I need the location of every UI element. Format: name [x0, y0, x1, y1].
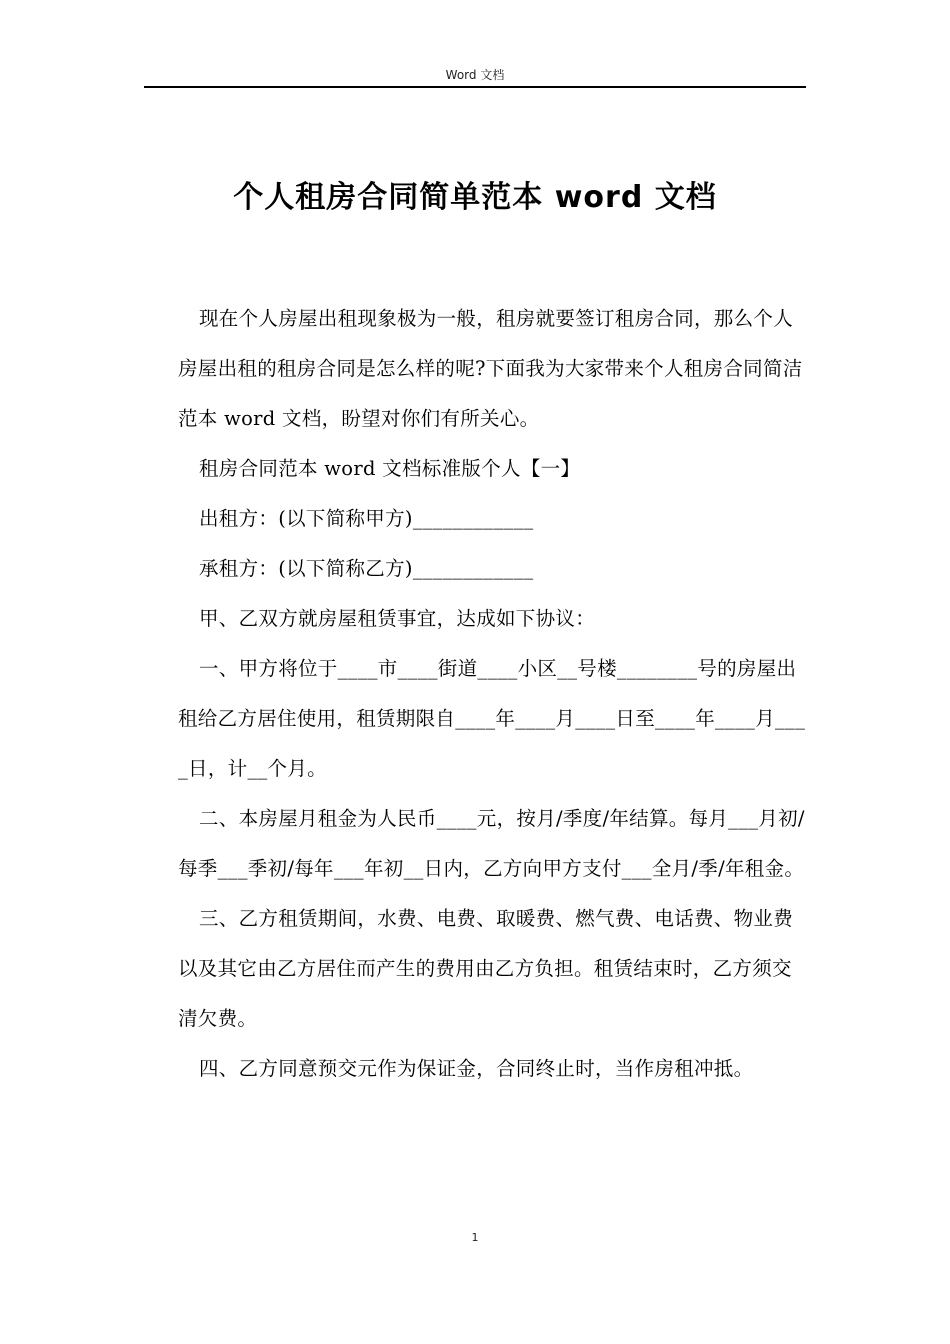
section-heading: 租房合同范本 word 文档标准版个人【一】	[199, 457, 581, 480]
clause-three: 三、乙方租赁期间，水费、电费、取暖费、燃气费、电话费、物业费以及其它由乙方居住而产生的费用由乙方负担。租赁结束时，乙方须交清欠费。	[178, 907, 794, 1030]
page-number: 1	[471, 1231, 479, 1244]
lessee-line: 承租方：(以下简称乙方)____________	[199, 557, 534, 580]
clause-four: 四、乙方同意预交元作为保证金，合同终止时，当作房租冲抵。	[199, 1057, 754, 1080]
page-header: Word 文档	[445, 68, 505, 82]
document-body	[178, 294, 808, 1094]
lessor-line: 出租方：(以下简称甲方)____________	[199, 507, 534, 530]
agreement-intro: 甲、乙双方就房屋租赁事宜，达成如下协议：	[199, 607, 596, 630]
header-divider	[144, 86, 806, 88]
intro-paragraph: 现在个人房屋出租现象极为一般，租房就要签订租房合同，那么个人房屋出租的租房合同是怎么样的呢?下面我为大家带来个人租房合同简洁范本 word 文档，盼望对你们有所关心。	[178, 307, 803, 430]
clause-one: 一、甲方将位于____市____街道____小区__号楼________号的房屋出租给乙方居住使用，租赁期限自____年____月____日至____年____月____日，计__个月。	[178, 657, 806, 780]
document-title: 个人租房合同简单范本 word 文档	[233, 180, 717, 216]
clause-two: 二、本房屋月租金为人民币____元，按月/季度/年结算。每月___月初/每季___季初/每年___年初__日内，乙方向甲方支付___全月/季/年租金。	[178, 807, 805, 880]
